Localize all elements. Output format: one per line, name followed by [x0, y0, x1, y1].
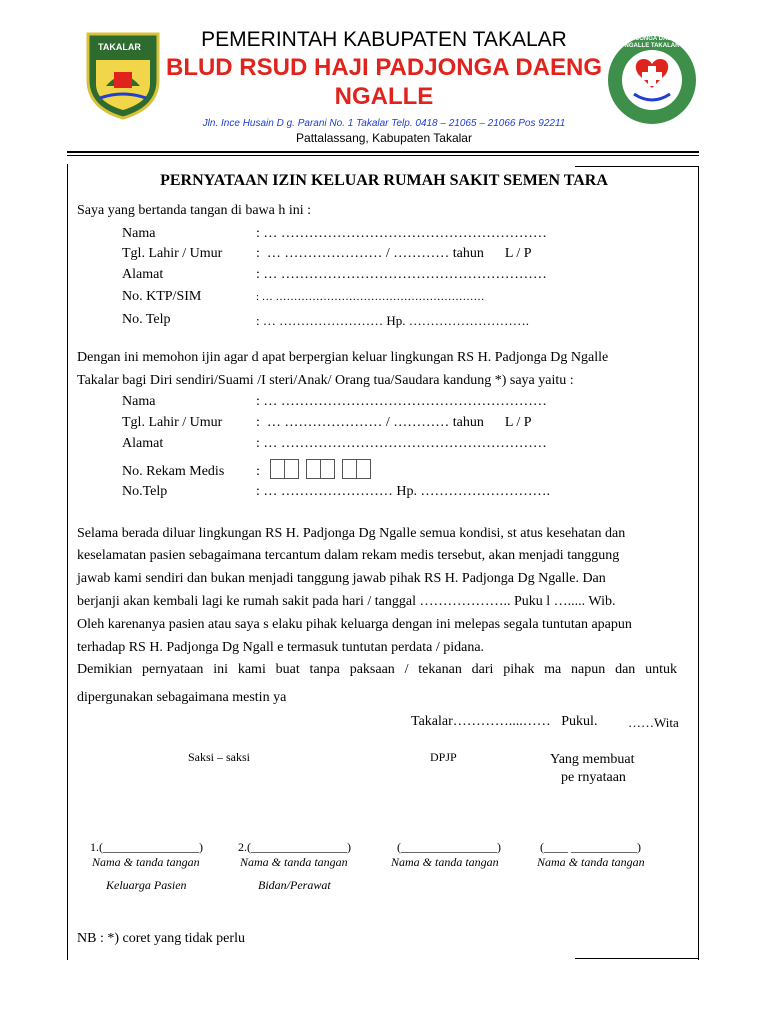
s1-telp-label: No. Telp — [122, 312, 171, 327]
left-logo-text: TAKALAR — [98, 42, 141, 52]
header-divider — [67, 151, 699, 153]
rekam-medis-boxes — [270, 459, 378, 479]
nb-note: NB : *) coret yang tidak perlu — [77, 931, 245, 946]
s1-ktp-value: : … ………………………………………………… — [256, 291, 485, 303]
right-logo-text: PADJONGA DAENG NGALLE TAKALAR — [623, 36, 681, 49]
body-line-4: berjanji akan kembali lagi ke rumah sakit pada hari / tanggal ……………….. Puku l …..... Wib. — [77, 594, 616, 609]
bidan-perawat-caption: Bidan/Perawat — [258, 878, 331, 892]
sig-caption-4: Nama & tanda tangan — [537, 855, 645, 869]
form-bottom-corner — [575, 958, 699, 959]
s1-nama-label: Nama — [122, 226, 156, 241]
s2-nama-value: : … ………………………………………………… — [256, 394, 547, 409]
s1-alamat-value: : … ………………………………………………… — [256, 267, 547, 282]
rm-digit-box[interactable] — [270, 459, 285, 479]
sig-caption-2: Nama & tanda tangan — [240, 855, 348, 869]
s2-rm-colon: : — [256, 464, 260, 479]
body-line-8: dipergunakan sebagaimana mestin ya — [77, 690, 287, 705]
hospital-name-line2: NGALLE — [334, 83, 434, 110]
form-top-corner — [575, 166, 699, 167]
s2-rm-label: No. Rekam Medis — [122, 464, 225, 479]
sig-caption-1: Nama & tanda tangan — [92, 855, 200, 869]
s1-ktp-label: No. KTP/SIM — [122, 289, 202, 304]
form-left-border — [67, 164, 68, 960]
yang-membuat-line1: Yang membuat — [550, 752, 635, 767]
rm-box-group-3 — [342, 459, 370, 479]
s2-alamat-value: : … ………………………………………………… — [256, 436, 547, 451]
hospital-name-line1: BLUD RSUD HAJI PADJONGA DAENG — [165, 54, 603, 81]
body-line-3: jawab kami sendiri dan bukan menjadi tanggung jawab pihak RS H. Padjonga Dg Ngalle. Dan — [77, 571, 606, 586]
yang-membuat-line2: pe rnyataan — [561, 770, 626, 785]
s1-telp-value: : … …………………… Hp. ………………………. — [256, 313, 529, 328]
s2-telp-label: No.Telp — [122, 484, 168, 499]
sig-line-2[interactable]: 2.(________________) — [238, 840, 351, 854]
s1-alamat-label: Alamat — [122, 267, 164, 282]
s2-alamat-label: Alamat — [122, 436, 164, 451]
s2-tgl-label: Tgl. Lahir / Umur — [122, 415, 223, 430]
s1-tgl-label: Tgl. Lahir / Umur — [122, 246, 223, 261]
s2-tgl-value: : … ………………… / ………… tahun L / P — [256, 415, 532, 430]
body-line-5: Oleh karenanya pasien atau saya s elaku pihak keluarga dengan ini melepas segala tuntutan apapun — [77, 617, 632, 632]
doc-title: PERNYATAAN IZIN KELUAR RUMAH SAKIT SEMEN TARA — [160, 172, 608, 189]
body-line-6: terhadap RS H. Padjonga Dg Ngall e termasuk tuntutan perdata / pidana. — [77, 640, 485, 655]
sig-line-1[interactable]: 1.(________________) — [90, 840, 203, 854]
body-line-1: Selama berada diluar lingkungan RS H. Padjonga Dg Ngalle semua kondisi, st atus kesehatan dan — [77, 526, 626, 541]
s2-telp-value: : … …………………… Hp. ………………………. — [256, 484, 550, 499]
s1-nama-value: : … ………………………………………………… — [256, 226, 547, 241]
body-line-2: keselamatan pasien sebagaimana tercantum dalam rekam medis tersebut, akan menjadi tanggung — [77, 548, 620, 563]
rm-digit-box[interactable] — [284, 459, 299, 479]
s1-tgl-value: : … ………………… / ………… tahun L / P — [256, 246, 532, 261]
saksi-heading: Saksi – saksi — [188, 750, 251, 764]
sig-line-3[interactable]: (________________) — [397, 840, 501, 854]
para1-line2: Takalar bagi Diri sendiri/Suami /I steri/Anak/ Orang tua/Saudara kandung *) saya yaitu : — [77, 373, 574, 388]
sig-caption-3: Nama & tanda tangan — [391, 855, 499, 869]
para1-line1: Dengan ini memohon ijin agar d apat berpergian keluar lingkungan RS H. Padjonga Dg Ngalle — [77, 350, 609, 365]
place-date: Takalar…………....…… Pukul. — [411, 714, 598, 729]
hospital-address: Jln. Ince Husain D g. Parani No. 1 Takalar Telp. 0418 – 21065 – 21066 Pos 92211 — [202, 118, 566, 129]
body-line-7: Demikian pernyataan ini kami buat tanpa paksaan / tekanan dari pihak ma napun dan untuk — [77, 662, 677, 677]
intro-text: Saya yang bertanda tangan di bawa h ini : — [77, 203, 312, 218]
form-right-border — [698, 166, 699, 960]
rm-digit-box[interactable] — [342, 459, 357, 479]
dpjp-heading: DPJP — [430, 750, 457, 764]
s2-nama-label: Nama — [122, 394, 156, 409]
header-divider-thin — [67, 155, 699, 156]
keluarga-pasien-caption: Keluarga Pasien — [106, 878, 187, 892]
gov-title: PEMERINTAH KABUPATEN TAKALAR — [201, 28, 567, 51]
rm-digit-box[interactable] — [320, 459, 335, 479]
rm-box-group-2 — [306, 459, 334, 479]
wita-text: ……Wita — [628, 715, 679, 730]
rm-digit-box[interactable] — [306, 459, 321, 479]
rm-box-group-1 — [270, 459, 298, 479]
rm-digit-box[interactable] — [356, 459, 371, 479]
hospital-city: Pattalassang, Kabupaten Takalar — [296, 131, 472, 145]
sig-line-4[interactable]: (____ ___________) — [540, 840, 641, 854]
